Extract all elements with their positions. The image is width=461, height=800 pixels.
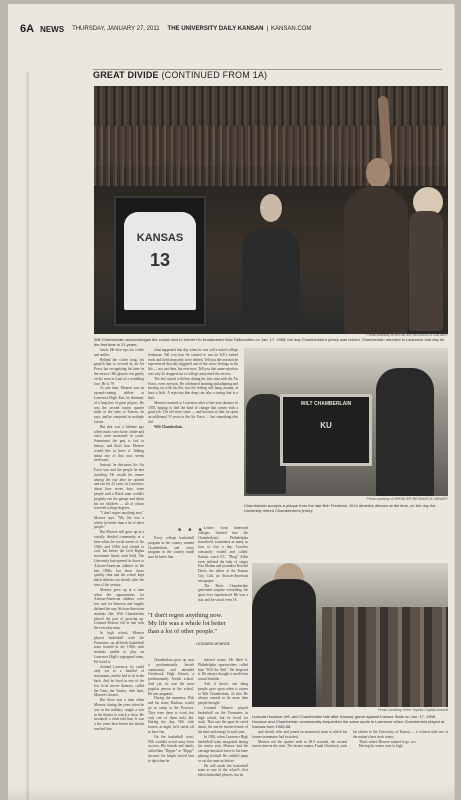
paragraph: Wilt Chamberlain. <box>154 424 183 429</box>
photo-jersey-retirement <box>94 86 448 334</box>
person-head <box>260 194 282 222</box>
paragraph: Letters from interested colleges flooded into the Chamberlain's Philadelphia household, sometimes as many as four or five a day. Coaches constantly visited and called. Kansas coach F.C. "Phog" Allen even enlisted the help of singer Etta Motten and journalist Dowdal Davis, the editor of the Kansas City Call, an African-American newspaper. <box>198 526 248 583</box>
article-column-1 <box>94 348 144 796</box>
paragraph: what happened that day when he was still a tested college freshman. Tell you how he wanted to run for KU's famed track and field team only to be denied. Tell you the reaction he experienced that day triggered one of the worst feelings in his life — not just then, but ever now. Tell you that same rejection was why he dropped out of college and joined the service. <box>148 348 238 376</box>
paragraph: But that was a lifetime ago when tracks were loose cinder and races were measured in yards. Sometimes the past is lost to history, and that's how Monroe would like to leave it. Talking about any of that now seems irrelevant. <box>94 424 144 463</box>
photo3-credit: Photo courtesy of the Topeka Capital-Journal <box>378 708 448 712</box>
page-gutter <box>26 72 29 800</box>
paragraph: And if there's one thing people gave upon when it comes to Wilt Chamberlain, it's this: He always wanted to be more than people thought. <box>198 681 248 706</box>
person-houston <box>252 579 316 707</box>
paper-name: THE UNIVERSITY DAILY KANSAN <box>167 26 264 32</box>
paragraph: "I don't regret anything now," Monroe says. "My life was a whole lot better than a lot of other people." <box>94 511 144 530</box>
paragraph: Having his senior year in high <box>359 744 403 749</box>
photo3-caption: Lucinda Houston, left, and Chamberlain talk after Kansas' game against Kansas State on Jan. 17, 1998. Houston and Chamberlain occasionally frequented the same spots in Lawrence when Chamberlain played at Kansas from 1955-58. <box>252 714 445 729</box>
person-chamberlain <box>344 186 408 334</box>
photo-crowd-lower <box>94 126 448 186</box>
paragraph: entered rooms. He liked it. Philadelphia sportswriters called him "Wilt the Stilt." He despised it. He always thought it made him sound freakish. <box>198 658 248 682</box>
pull-quote <box>148 612 230 648</box>
paragraph: lunch. He then sips his coffee and smiles. <box>94 348 144 357</box>
article-column-2-bottom <box>148 658 194 796</box>
section-break-dingbat: ■ ■ ■ <box>178 528 205 533</box>
plaque-logo: KU <box>320 421 332 430</box>
headline-continued: (CONTINUED FROM 1A) <box>161 70 268 80</box>
jersey-text: KANSAS <box>136 232 184 244</box>
paragraph: Instead, he discusses his Air Force tour and the people he met traveling. He recalls his tenure among the city after he opened and ran his 23 years in Lawrence; about how seven days some people said a Black man couldn't properly run the garage and about his six children — all of whom received college degrees. <box>94 463 144 511</box>
paragraph: Monroe grew up at a time when the opportunities for African-American athletes were few and far between and largely defined the way African-American students like Wilt Chamberlain played the part of growing up. Leonard Monroe fell in line with the everyday man. <box>94 587 144 631</box>
paragraph: Leonard Monroe played basketball on the Promoters in high school, but he loved for track. That was the sport he cared about, the one he invested more of his time and energy in each year. <box>198 705 248 734</box>
page-shadow <box>8 784 454 800</box>
person-suit <box>242 226 300 334</box>
paragraph: But there was a time when Monroe, during the years when he was in the military, sought a seat in the theater to watch a show. He hesitated; a clerk told him. It was a few years later before the details reached him. <box>94 698 144 731</box>
jersey-number: 13 <box>149 250 171 270</box>
paragraph: He still made the basketball team as one of the school's first black basketball players, but he <box>198 763 248 778</box>
pull-quote-text: "I don't regret anything now. My life was a whole lot better than a lot of other people." <box>148 612 226 635</box>
story-headline <box>93 70 267 80</box>
photo1-credit: Photo courtesy of SPENCER RESEARCH LIBRARY <box>366 333 448 337</box>
photo-houston <box>252 563 448 707</box>
paragraph: On the basketball court, Wilt couldn't avoid away from success. His friends and family called him "Dipper" or "Dippy" because his height forced him to dip when he <box>148 734 194 763</box>
paragraph: quit shortly after and joined an intramural team to which his former teammates had switched. <box>252 730 347 739</box>
paragraph: At one time, Monroe was an up-and-coming athlete at Lawrence High. Part, he dreamed, of a long line of great players. He was the second fastest quarter miler in the state of Kansas, he says, and he competed in multiple events. <box>94 386 144 424</box>
paragraph: Every college basketball program in the country wanted Chamberlain, and every program in the country made sure he knew that. <box>148 536 194 560</box>
person-head <box>366 158 390 188</box>
jayhawk-mascot <box>409 181 445 331</box>
paragraph: Monroe returned to Lawrence after a four-year absence in 1955, hoping to find the kind of change that comes with a good job. The old store came — and because of that, he spent an additional 19 years in the Air Force — but something else did. <box>148 400 238 424</box>
paragraph: In high school, Monroe played basketball with the Promoters, an all-black basketball team formed in the 1930s with students unable to play on Lawrence High's segregated team. He loved it. <box>94 631 144 664</box>
site-name: KANSAN.COM <box>271 26 312 32</box>
paragraph: But Monroe still grew up in a racially divided community at a time when the social unrest of the 1920s and 1930s had started to cool, but before the Civil Rights movement firmly took hold. The University had opened its doors to African-American athletes in the late 1800s, but those doors quickly shut and the school kept black athletes out shortly after the turn of the century. <box>94 530 144 588</box>
section-name: NEWS <box>40 24 65 34</box>
article-column-2-lower <box>148 536 194 608</box>
person-chamberlain <box>376 368 434 496</box>
page-folio: 6A NEWS THURSDAY, JANUARY 27, 2011 THE UNIVERSITY DAILY KANSAN | KANSAN.COM <box>20 23 312 35</box>
photo2-credit: Photo courtesy of SPENCER RESEARCH LIBRARY <box>366 497 448 501</box>
framed-jersey <box>114 196 206 326</box>
page-number: 6A <box>20 23 35 35</box>
photo-background-people <box>322 607 448 707</box>
paragraph: That's where Monroe wanted to go, too. <box>359 739 417 744</box>
plaque-text: WILT CHAMBERLAIN <box>300 401 352 407</box>
paragraph: The feel stayed with him during his first stint with the Air Force, even overseas. He celebrated learning and adapting and moving on with his life, but the feeling still hung around, at least a little. A rejection that deep can take a toning that is a hurt. <box>148 376 238 400</box>
paragraph: Chamberlain grew up near a predominantly Jewish community and attended Overbrook High School, a predominantly Jewish school. And yet, he was the most popular person in the school. He was magnetic. <box>148 658 194 696</box>
paragraph: Behind the coffee mug, his grayish hair is covered by an Air Force hat recognizing his time in the service. His glasses rest gently on his nose in front of a wrinkling face. He is 79. <box>94 357 144 386</box>
paragraph: The Basic Chamberlain generated surprise everything the sport ever experienced. He was a star, and he wasn't even 18. <box>198 583 248 602</box>
pull-quote-attribution: LEONARD MONROE <box>196 642 230 646</box>
headline-title: GREAT DIVIDE <box>93 70 159 80</box>
photo-plaque <box>244 348 448 496</box>
paragraph: In 1950, when Lawrence High basketball team integrated during his senior year, Monroe had the carriage knocked loose to his knee playing football. He couldn't jump or cut the same as before. <box>198 734 248 763</box>
article-column-3-bottom <box>198 658 248 796</box>
plaque <box>280 394 372 466</box>
paragraph: During the summers, Wilt and his sister, Barbara, would go to camp in the Poconos. They were there to work, but only one of them truly did. During the day, Wilt rode horses; at night, he'd sneak off to have fun. <box>148 696 194 734</box>
article-column-2-upper <box>148 348 238 526</box>
photo2-caption: Chamberlain accepts a plaque from the late Bob Frederick, KU's athletics director at the time, on the day the University retired Chamberlain's jersey. <box>244 503 436 513</box>
jersey <box>124 212 196 310</box>
paragraph: Around Lawrence, he could only eat at a handful of restaurants, and he had to sit in the back. And he lived in one of the few local movie theaters, called the Gem; the Varsity; then later, Monroe's theater. <box>94 664 144 698</box>
paragraph: Monroe ran the quarter mile in 48.9 seconds, the second fastest time in the state. The fastest runner, Frank Chadwick, took his talents to the University of Kansas — it echoed with one of the nation's best track teams. <box>252 730 448 749</box>
newspaper-page <box>8 4 454 800</box>
photo1-caption: Wilt Chamberlain acknowledges the crowd next to former KU broadcaster Max Falkenstien on Jan. 17, 1998, the day Chamberlain's jersey was retired. Chamberlain returned to Lawrence that day for the first time in 21 years. <box>94 337 445 347</box>
issue-date: THURSDAY, JANUARY 27, 2011 <box>72 26 160 32</box>
